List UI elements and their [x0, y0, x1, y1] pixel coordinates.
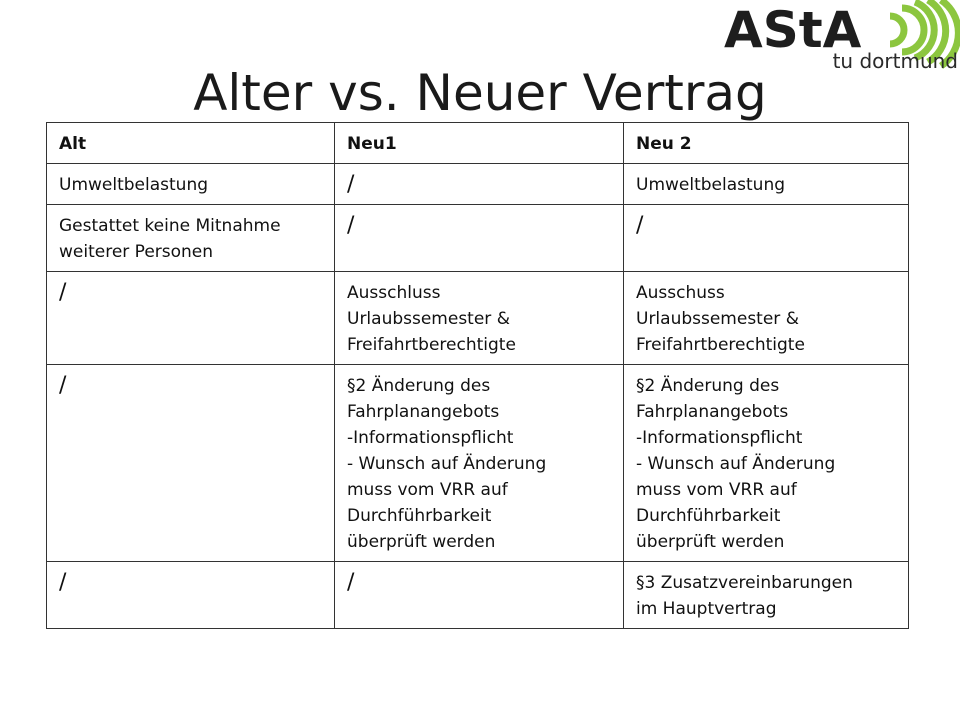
cell-text-line: überprüft werden: [636, 532, 785, 552]
cell-text-line: /: [347, 570, 355, 595]
table-cell-neu2: [624, 562, 909, 629]
table-row: [47, 164, 909, 205]
table-cell-neu2: [624, 164, 909, 205]
table-cell-alt: [47, 272, 335, 365]
table-cell-neu1: [335, 562, 624, 629]
cell-text-line: -Informationspflicht: [347, 428, 514, 448]
table-cell-neu2: [624, 365, 909, 562]
cell-text-line: Ausschluss: [347, 283, 441, 303]
table-cell-neu2: [624, 205, 909, 272]
cell-text-line: Umweltbelastung: [59, 175, 209, 195]
table-cell-neu1: [335, 205, 624, 272]
header-alt: Alt: [47, 123, 335, 164]
cell-text-line: /: [59, 570, 67, 595]
cell-text-line: /: [347, 213, 355, 238]
cell-text-line: /: [636, 213, 644, 238]
cell-text-line: überprüft werden: [347, 532, 496, 552]
cell-text-line: Durchführbarkeit: [347, 506, 492, 526]
cell-text-line: §2 Änderung des: [636, 376, 780, 396]
header-neu2: Neu 2: [624, 123, 909, 164]
cell-text-line: weiterer Personen: [59, 242, 214, 262]
cell-text-line: Urlaubssemester &: [347, 309, 510, 329]
cell-text-line: muss vom VRR auf: [636, 480, 797, 500]
table-row: [47, 365, 909, 562]
table-cell-alt: [47, 562, 335, 629]
table-cell-neu2: [624, 272, 909, 365]
table-row: [47, 272, 909, 365]
cell-text-line: §3 Zusatzvereinbarungen: [636, 573, 853, 593]
table-cell-neu1: [335, 365, 624, 562]
cell-text-line: Freifahrtberechtigte: [636, 335, 805, 355]
table-cell-alt: [47, 164, 335, 205]
cell-text-line: /: [59, 280, 67, 305]
cell-text-line: Freifahrtberechtigte: [347, 335, 516, 355]
cell-text-line: - Wunsch auf Änderung: [636, 454, 836, 474]
cell-text-line: im Hauptvertrag: [636, 599, 777, 619]
cell-text-line: Fahrplanangebots: [636, 402, 789, 422]
cell-text-line: /: [347, 172, 355, 197]
cell-text-line: - Wunsch auf Änderung: [347, 454, 547, 474]
table-cell-neu1: [335, 272, 624, 365]
cell-text-line: §2 Änderung des: [347, 376, 491, 396]
slide-title: Alter vs. Neuer Vertrag: [193, 64, 767, 122]
cell-text-line: Durchführbarkeit: [636, 506, 781, 526]
table-row: [47, 562, 909, 629]
table-cell-alt: [47, 205, 335, 272]
logo-subtitle: tu dortmund: [832, 49, 958, 72]
cell-text-line: Urlaubssemester &: [636, 309, 799, 329]
cell-text-line: Gestattet keine Mitnahme: [59, 216, 281, 236]
table-header-row: [47, 123, 909, 164]
cell-text-line: Ausschuss: [636, 283, 725, 303]
cell-text-line: Umweltbelastung: [636, 175, 786, 195]
logo-wordmark: AStA: [724, 1, 862, 59]
table-row: [47, 205, 909, 272]
cell-text-line: muss vom VRR auf: [347, 480, 508, 500]
cell-text-line: Fahrplanangebots: [347, 402, 500, 422]
table-cell-neu1: [335, 164, 624, 205]
cell-text-line: /: [59, 373, 67, 398]
table-cell-alt: [47, 365, 335, 562]
comparison-table: [46, 122, 909, 629]
cell-text-line: -Informationspflicht: [636, 428, 803, 448]
header-neu1: Neu1: [335, 123, 624, 164]
